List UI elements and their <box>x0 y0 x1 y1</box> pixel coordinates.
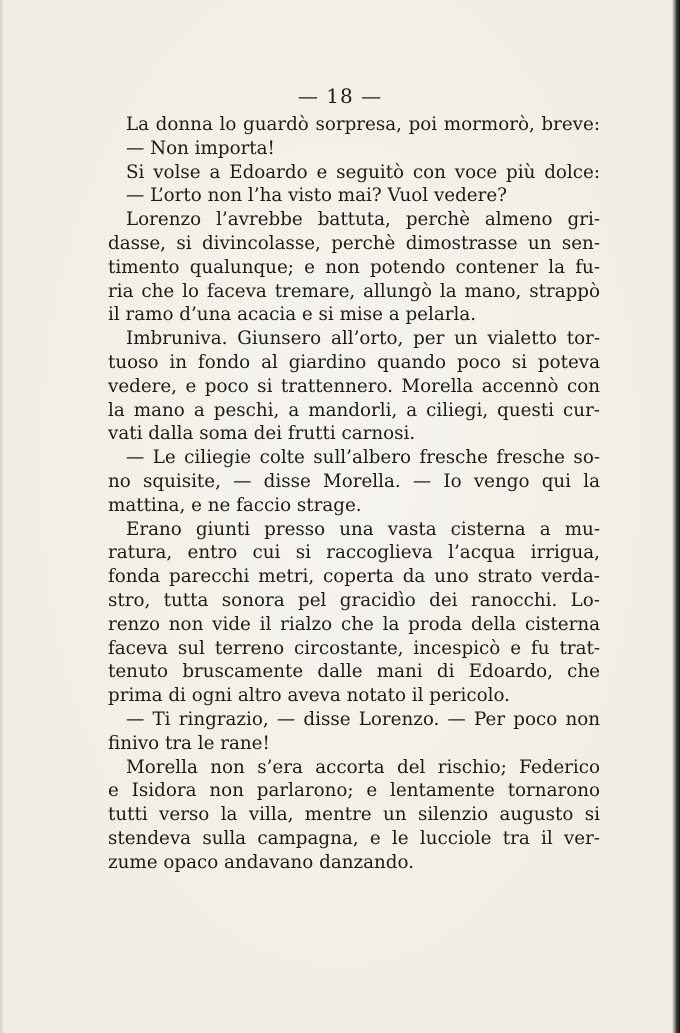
text-line: stendeva sulla campagna, e le lucciole tra il ver- <box>108 827 600 849</box>
text-line: ria che lo faceva tremare, allungò la mano, strappò <box>108 280 600 302</box>
text-line: — Ti ringrazio, — disse Lorenzo. — Per poco non <box>126 708 600 730</box>
text-line: — L’orto non l’ha visto mai? Vuol vedere? <box>126 185 507 207</box>
page-left-shadow <box>0 0 4 1033</box>
text-line: tuoso in fondo al giardino quando poco si poteva <box>108 351 600 373</box>
text-line: stro, tutta sonora pel gracidìo dei ranocchi. Lo- <box>108 589 600 611</box>
text-line: timento qualunque; e non potendo contener la fu- <box>108 256 600 278</box>
page-number: — 18 — <box>297 84 383 108</box>
text-line: Erano giunti presso una vasta cisterna a mu- <box>126 518 600 540</box>
text-line: e Isidora non parlarono; e lentamente tornarono <box>108 780 600 802</box>
text-line: La donna lo guardò sorpresa, poi mormorò, breve: <box>126 114 600 135</box>
text-line: Morella non s’era accorta del rischio; Federico <box>126 756 600 778</box>
text-line: ratura, entro cui si raccoglieva l’acqua irrigua, <box>108 542 600 564</box>
text-line: renzo non vide il rialzo che la proda della cisterna <box>108 613 600 635</box>
text-line: finivo tra le rane! <box>108 732 270 754</box>
text-line: no squisite, — disse Morella. — Io vengo qui la <box>108 470 600 492</box>
text-line: la mano a peschi, a mandorli, a ciliegi, questi cur- <box>108 399 600 421</box>
text-line: prima di ogni altro aveva notato il pericolo. <box>108 685 510 707</box>
text-line: Imbruniva. Giunsero all’orto, per un vialetto tor- <box>126 328 600 350</box>
text-line: il ramo d’una acacia e si mise a pelarla. <box>108 304 477 326</box>
text-line: — Non importa! <box>126 137 275 159</box>
text-line: vedere, e poco si trattennero. Morella accennò con <box>108 375 600 397</box>
text-line: mattina, e ne faccio strage. <box>108 494 362 516</box>
text-line: Si volse a Edoardo e seguitò con voce più dolce: <box>126 161 600 183</box>
text-line: fonda parecchi metri, coperta da uno strato verda- <box>108 566 600 588</box>
page-text <box>108 113 600 875</box>
text-line: zume opaco andavano danzando. <box>108 851 415 873</box>
text-line: faceva sul terreno circostante, incespicò e fu trat- <box>108 637 600 659</box>
text-line: vati dalla soma dei frutti carnosi. <box>108 423 416 445</box>
text-line: — Le ciliegie colte sull’albero fresche fresche so- <box>126 447 600 469</box>
text-line: tutti verso la villa, mentre un silenzio augusto si <box>108 804 600 826</box>
text-line: tenuto bruscamente dalle mani di Edoardo, che <box>108 661 600 683</box>
text-line: Lorenzo l’avrebbe battuta, perchè almeno gri- <box>126 209 600 231</box>
page-right-edge <box>672 0 680 1033</box>
text-line: dasse, si divincolasse, perchè dimostrasse un sen- <box>108 232 600 254</box>
